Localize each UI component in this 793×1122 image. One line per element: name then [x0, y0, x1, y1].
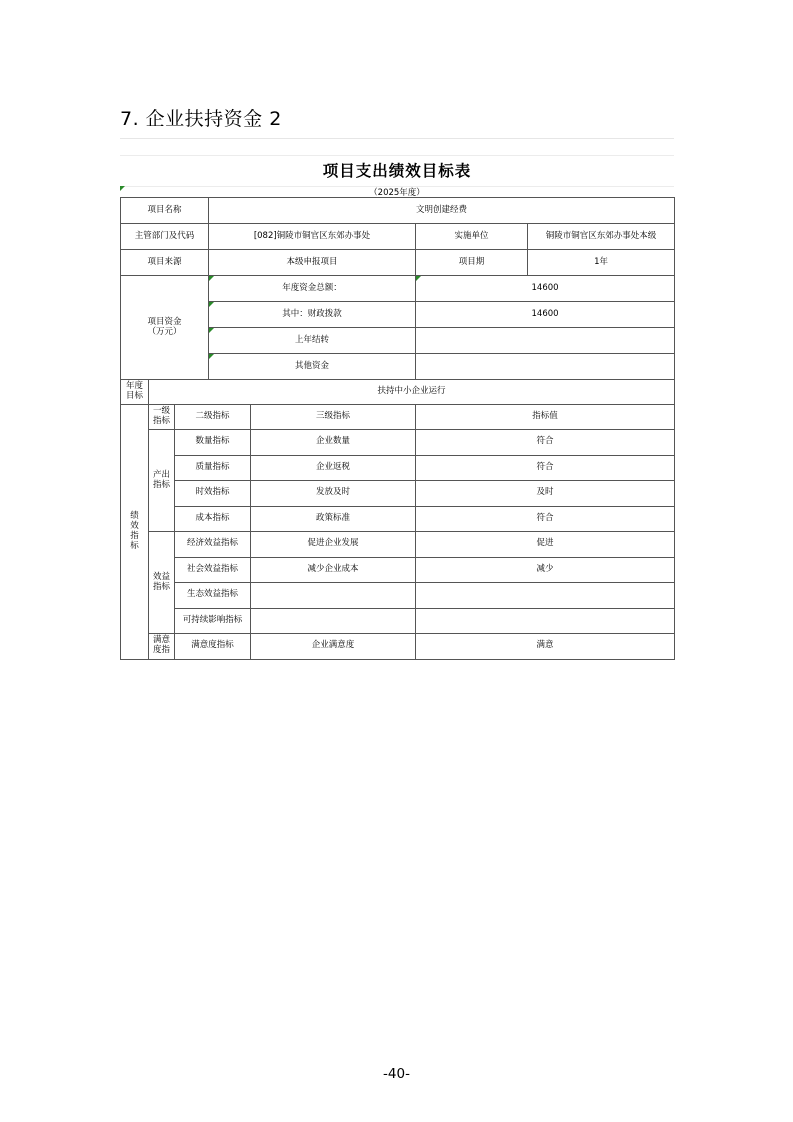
funds-total-value-text: 14600 — [531, 282, 559, 293]
header-value: 指标值 — [416, 405, 675, 430]
benefit-category-label — [149, 532, 175, 634]
fiscal-year: （2025年度） — [369, 188, 425, 198]
output-value: 及时 — [416, 481, 675, 507]
output-value: 符合 — [416, 455, 675, 481]
document-title: 项目支出绩效目标表 — [322, 162, 472, 180]
period-label: 项目期 — [416, 250, 528, 276]
annual-goal-text: 扶持中小企业运行 — [149, 380, 675, 405]
funds-other-label — [209, 354, 416, 380]
project-name-value: 文明创建经费 — [209, 198, 675, 224]
output-row — [121, 455, 675, 481]
funds-total-value — [416, 276, 675, 302]
annual-goal-label — [121, 380, 149, 405]
output-value: 符合 — [416, 506, 675, 532]
benefit-value: 减少 — [416, 557, 675, 583]
header-level1-text: 一级指标 — [152, 406, 170, 426]
row-department — [121, 224, 675, 250]
funds-fiscal-value: 14600 — [416, 302, 675, 328]
row-project-name — [121, 198, 675, 224]
row-indicator-headers — [121, 405, 675, 430]
header-level3: 三级指标 — [251, 405, 416, 430]
benefit-row — [121, 532, 675, 558]
funds-carryover-label-text: 上年结转 — [295, 334, 330, 345]
section-heading: 7. 企业扶持资金 2 — [120, 108, 282, 130]
row-funds-total — [121, 276, 675, 302]
output-row — [121, 481, 675, 507]
output-value: 符合 — [416, 430, 675, 456]
output-level2: 时效指标 — [175, 481, 251, 507]
cell-comment-marker — [209, 302, 214, 307]
benefit-value — [416, 583, 675, 609]
benefit-level3 — [251, 583, 416, 609]
dept-label: 主管部门及代码 — [121, 224, 209, 250]
output-row — [121, 506, 675, 532]
benefit-value — [416, 608, 675, 634]
output-level2: 质量指标 — [175, 455, 251, 481]
satisfaction-category-label — [149, 634, 175, 660]
benefit-level2: 经济效益指标 — [175, 532, 251, 558]
satisfaction-level3: 企业满意度 — [251, 634, 416, 660]
funds-label-text: 项目资金（万元） — [147, 316, 182, 337]
funds-carryover-value — [416, 328, 675, 354]
output-category-text: 产出指标 — [152, 469, 170, 490]
benefit-level2: 生态效益指标 — [175, 583, 251, 609]
funds-carryover-label — [209, 328, 416, 354]
page-number: -40- — [383, 1066, 410, 1082]
impl-label: 实施单位 — [416, 224, 528, 250]
sheet-top-rule — [120, 138, 674, 139]
header-level2: 二级指标 — [175, 405, 251, 430]
cell-comment-marker — [209, 276, 214, 281]
funds-other-label-text: 其他资金 — [295, 360, 330, 371]
funds-total-label-text: 年度资金总额： — [282, 282, 342, 293]
indicator-group-text: 绩效指标 — [130, 511, 139, 551]
target-table — [120, 197, 675, 660]
annual-goal-label-text: 年度目标 — [125, 381, 143, 401]
benefit-row — [121, 583, 675, 609]
benefit-level3: 减少企业成本 — [251, 557, 416, 583]
satisfaction-row — [121, 634, 675, 660]
benefit-level3 — [251, 608, 416, 634]
benefit-level2: 社会效益指标 — [175, 557, 251, 583]
benefit-value: 促进 — [416, 532, 675, 558]
performance-target-sheet — [120, 138, 674, 660]
impl-value: 铜陵市铜官区东郊办事处本级 — [528, 224, 675, 250]
row-annual-goal — [121, 380, 675, 405]
output-level3: 企业返税 — [251, 455, 416, 481]
benefit-row — [121, 608, 675, 634]
satisfaction-value: 满意 — [416, 634, 675, 660]
output-level3: 发放及时 — [251, 481, 416, 507]
benefit-level3: 促进企业发展 — [251, 532, 416, 558]
funds-other-value — [416, 354, 675, 380]
indicator-group-label — [121, 405, 149, 660]
funds-total-label — [209, 276, 416, 302]
benefit-level2: 可持续影响指标 — [175, 608, 251, 634]
benefit-category-text: 效益指标 — [152, 571, 170, 592]
output-level3: 企业数量 — [251, 430, 416, 456]
funds-fiscal-label-text: 其中：财政拨款 — [282, 308, 342, 319]
title-band — [120, 155, 674, 187]
source-label: 项目来源 — [121, 250, 209, 276]
funds-label — [121, 276, 209, 380]
output-row — [121, 430, 675, 456]
header-level1 — [149, 405, 175, 430]
benefit-row — [121, 557, 675, 583]
cell-comment-marker — [416, 276, 421, 281]
cell-comment-marker — [209, 328, 214, 333]
satisfaction-category-text: 满意度指 — [152, 635, 170, 656]
project-name-label: 项目名称 — [121, 198, 209, 224]
cell-comment-marker — [209, 354, 214, 359]
period-value: 1年 — [528, 250, 675, 276]
output-level2: 成本指标 — [175, 506, 251, 532]
funds-fiscal-label — [209, 302, 416, 328]
satisfaction-level2: 满意度指标 — [175, 634, 251, 660]
source-value: 本级申报项目 — [209, 250, 416, 276]
output-level2: 数量指标 — [175, 430, 251, 456]
dept-value: [082]铜陵市铜官区东郊办事处 — [209, 224, 416, 250]
output-category-label — [149, 430, 175, 532]
output-level3: 政策标准 — [251, 506, 416, 532]
row-source — [121, 250, 675, 276]
